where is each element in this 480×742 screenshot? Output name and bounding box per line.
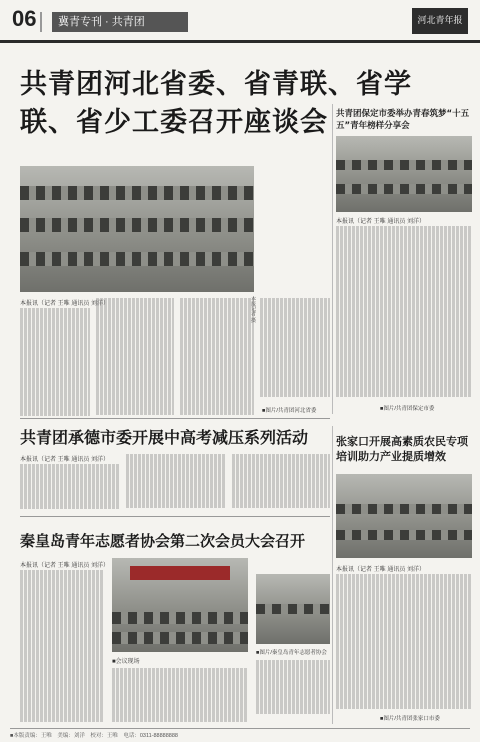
chengde-headline: 共青团承德市委开展中高考减压系列活动 xyxy=(20,428,309,447)
main-article-author: 本报讯（记者 王唯 通讯员 刘洋） xyxy=(20,301,110,307)
chengde-author: 本报讯（记者 王唯 通讯员 刘洋） xyxy=(20,457,110,463)
page-header xyxy=(0,0,480,43)
side-article-author: 本报讯（记者 王唯 通讯员 刘洋） xyxy=(336,219,426,225)
side-article-body xyxy=(336,226,472,402)
qhd-photo xyxy=(112,558,248,652)
zjk-headline: 张家口开展高素质农民专项培训助力产业提质增效 xyxy=(336,435,468,463)
zjk-photo xyxy=(336,474,472,558)
section-divider-2 xyxy=(20,516,330,517)
qhd-headline: 秦皇岛青年志愿者协会第二次会员大会召开 xyxy=(20,532,306,550)
qhd-body-col3 xyxy=(256,660,330,722)
page-footer: ■本版责编：王唯 美编：刘洋 校对：王唯 电话：0311-88888888 xyxy=(10,728,470,739)
main-photo xyxy=(20,166,254,292)
side-photo xyxy=(336,136,472,212)
qhd-author: 本报讯（记者 王唯 通讯员 刘洋） xyxy=(20,563,110,569)
chengde-body-col1 xyxy=(20,464,120,510)
main-photo-credit: 本报记者 摄 xyxy=(250,296,256,323)
zjk-author: 本报讯（记者 王唯 通讯员 刘洋） xyxy=(336,567,426,573)
chengde-body-col2 xyxy=(126,454,226,510)
column-divider xyxy=(332,104,333,414)
zjk-source: ■图片/共青团张家口市委 xyxy=(380,716,440,722)
newspaper-logo: 河北青年报 xyxy=(412,8,468,34)
qhd-photo-2 xyxy=(256,574,330,644)
side-article-source: ■图片/共青团保定市委 xyxy=(380,406,435,412)
header-divider xyxy=(40,12,42,32)
qhd-body-col1 xyxy=(20,570,104,722)
main-article-body-col4 xyxy=(260,298,330,398)
section-divider xyxy=(20,418,330,419)
page-number: 06 xyxy=(12,6,37,31)
column-divider-2 xyxy=(332,426,333,724)
main-article-body-col2 xyxy=(96,298,174,418)
main-headline: 共青团河北省委、省青联、省学联、省少工委召开座谈会 xyxy=(20,69,412,138)
column-name: 冀青专刊 · 共青团 xyxy=(52,12,188,32)
chengde-body-col3 xyxy=(232,454,330,510)
main-article-body-col3 xyxy=(180,298,254,418)
main-article-body-col1 xyxy=(20,308,90,418)
qhd-photo-caption: ■会议现场 xyxy=(112,659,140,665)
qhd-body-col2 xyxy=(112,668,248,722)
main-article-source: ■图片/共青团河北省委 xyxy=(262,408,317,414)
zjk-body xyxy=(336,574,472,710)
side-article-title: 共青团保定市委举办青春筑梦“十五五”青年榜样分享会 xyxy=(336,109,470,131)
qhd-source: ■图片/秦皇岛青年志愿者协会 xyxy=(256,650,327,656)
